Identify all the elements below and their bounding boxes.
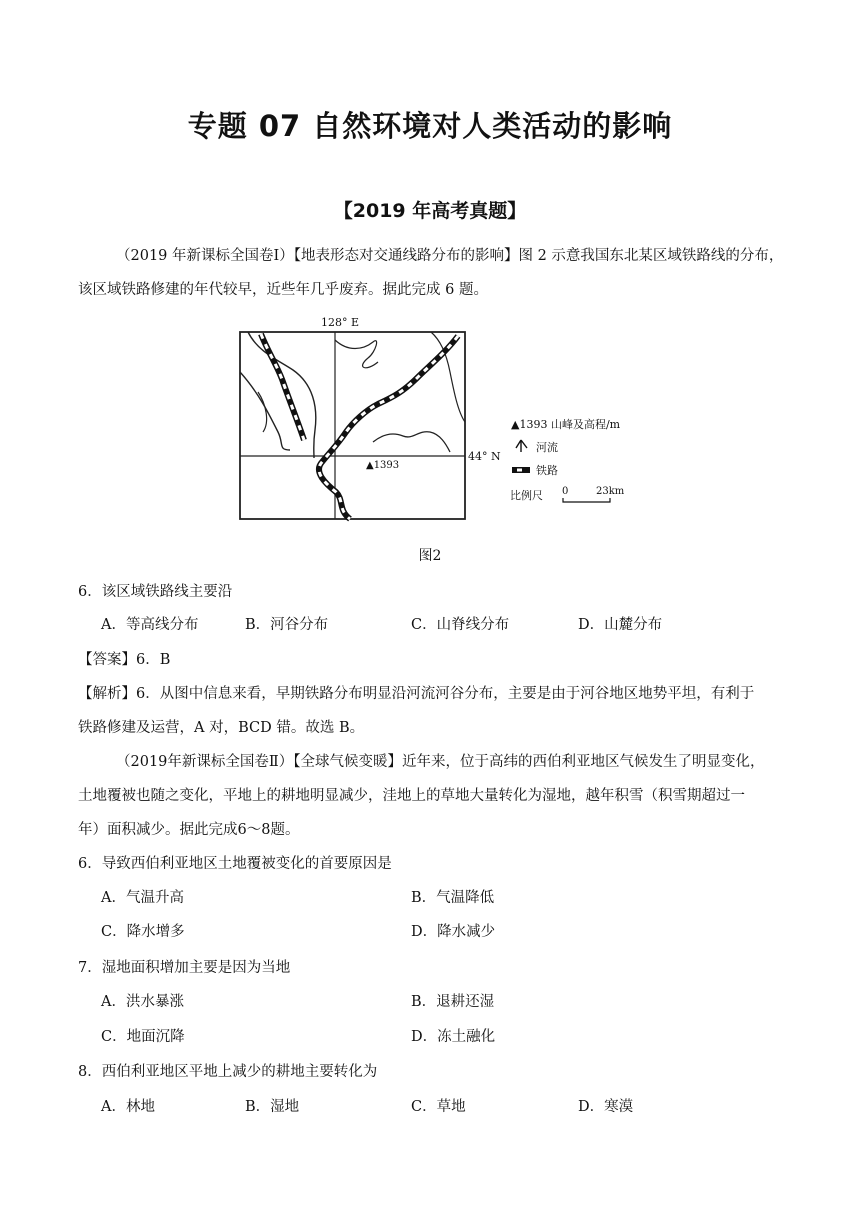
q6b-option-a: A．气温升高	[101, 890, 184, 906]
legend-scale-dist: 23km	[596, 486, 625, 497]
intro1-line2: 该区域铁路修建的年代较早，近些年几乎废弃。据此完成 6 题。	[78, 282, 488, 298]
q7-option-d: D．冻土融化	[411, 1029, 496, 1045]
q6a-option-c: C．山脊线分布	[411, 617, 510, 633]
q8-stem: 8．西伯利亚地区平地上减少的耕地主要转化为	[78, 1064, 378, 1080]
legend-scale-zero: 0	[562, 486, 569, 497]
q6a-stem: 6．该区域铁路线主要沿	[78, 584, 233, 600]
answer-text: 【答案】6．B	[78, 652, 171, 668]
q6a-option-d: D．山麓分布	[578, 617, 663, 633]
legend-river: 河流	[536, 441, 558, 454]
q6b-option-b: B．气温降低	[411, 890, 495, 906]
q8-option-a: A．林地	[101, 1099, 155, 1115]
legend-scale: 比例尺	[510, 489, 543, 502]
q8-option-b: B．湿地	[245, 1099, 300, 1115]
map-legend	[510, 417, 625, 502]
railway-legend-icon	[512, 467, 530, 473]
q6b-option-d: D．降水减少	[411, 924, 496, 940]
section-heading: 【2019 年高考真题】	[333, 200, 527, 222]
river-line	[335, 340, 378, 368]
q6a-option-b: B．河谷分布	[245, 617, 329, 633]
latitude-label: 44° N	[468, 450, 501, 463]
river-line	[373, 432, 450, 452]
river-legend-icon	[516, 440, 527, 452]
intro1-line1: （2019 年新课标全国卷Ⅰ）【地表形态对交通线路分布的影响】图 2 示意我国东北某区域铁路线的分布，	[116, 248, 784, 264]
railway-line	[319, 336, 458, 519]
q7-option-a: A．洪水暴涨	[101, 994, 184, 1010]
peak-label: ▲1393	[366, 460, 400, 471]
intro2-line3: 年）面积减少。据此完成6～8题。	[78, 822, 300, 838]
q6a-option-a: A．等高线分布	[101, 617, 199, 633]
legend-railway: 铁路	[536, 464, 558, 477]
longitude-label: 128° E	[321, 316, 360, 329]
intro2-line1: （2019年新课标全国卷Ⅱ）【全球气候变暖】近年来，位于高纬的西伯利亚地区气候发生了明显变化，	[116, 754, 765, 770]
q8-option-c: C．草地	[411, 1099, 466, 1115]
scale-bar	[563, 498, 610, 502]
figure-caption: 图2	[418, 548, 442, 564]
railway-map-figure	[218, 312, 642, 526]
q6b-option-c: C．降水增多	[101, 924, 185, 940]
q6b-stem: 6．导致西伯利亚地区土地覆被变化的首要原因是	[78, 856, 392, 872]
railway-line	[319, 336, 458, 519]
railway-map	[218, 312, 642, 526]
analysis-line2: 铁路修建及运营，A 对，BCD 错。故选 B。	[78, 720, 365, 736]
railway-line	[261, 334, 304, 440]
q7-option-b: B．退耕还湿	[411, 994, 495, 1010]
q7-stem: 7．湿地面积增加主要是因为当地	[78, 960, 291, 976]
page-title: 专题 07 自然环境对人类活动的影响	[187, 109, 673, 143]
legend-peak: ▲1393 山峰及高程/m	[511, 418, 621, 431]
intro2-line2: 土地覆被也随之变化，平地上的耕地明显减少，洼地上的草地大量转化为湿地，越年积雪（积雪期超过一	[78, 788, 745, 804]
analysis-line1: 【解析】6．从图中信息来看，早期铁路分布明显沿河流河谷分布，主要是由于河谷地区地势平坦，有利于	[78, 686, 755, 702]
q8-option-d: D．寒漠	[578, 1099, 634, 1115]
q7-option-c: C．地面沉降	[101, 1029, 185, 1045]
